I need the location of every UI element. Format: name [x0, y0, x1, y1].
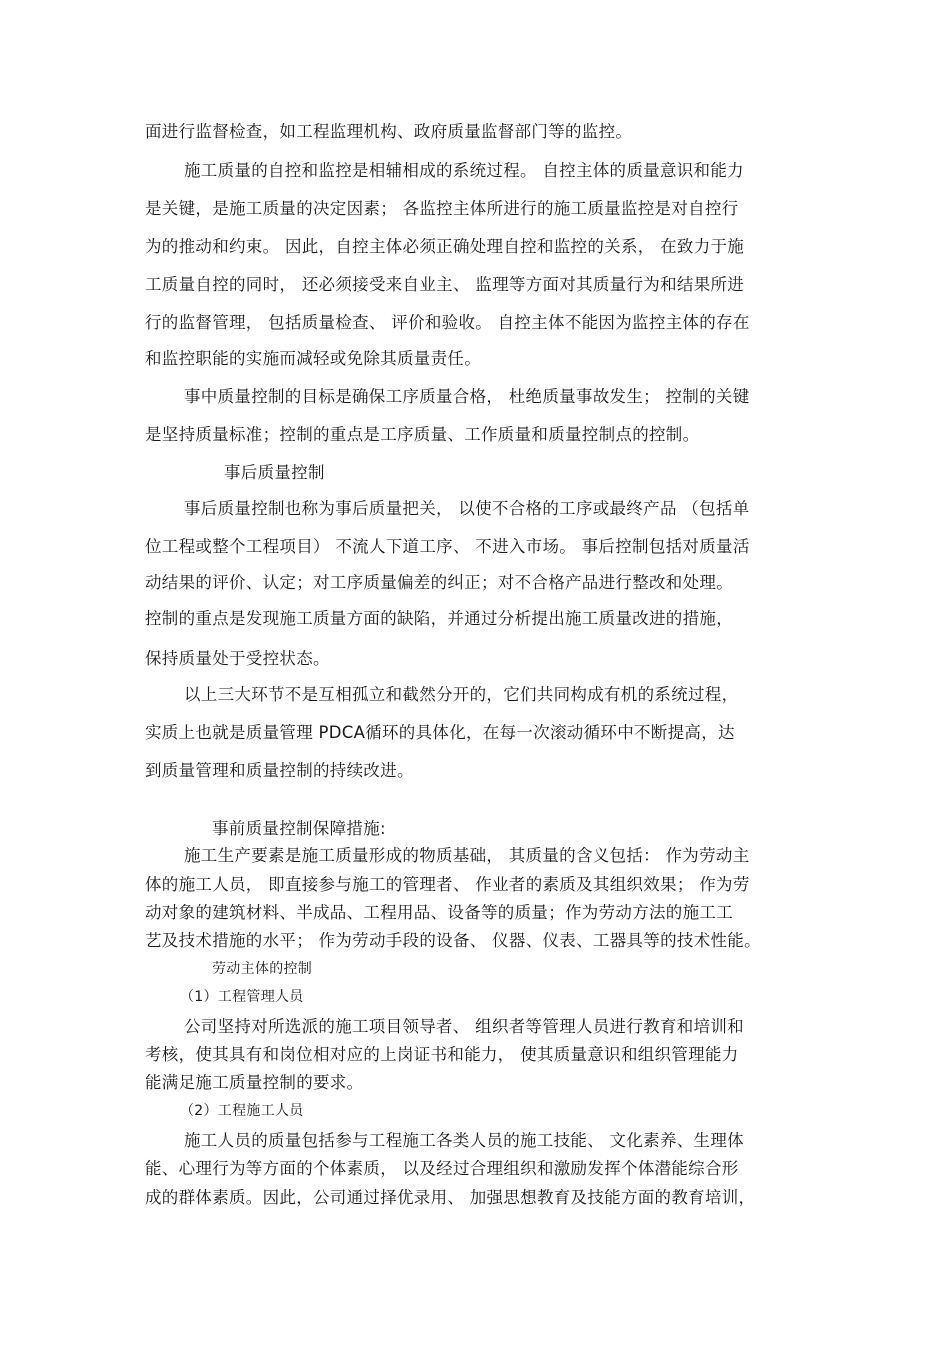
subheading: 劳动主体的控制	[212, 961, 313, 977]
text-line: 体的施工人员， 即直接参与施工的管理者、 作业者的素质及其组织效果； 作为劳	[145, 875, 750, 894]
text-line: 为的推动和约束。 因此，自控主体必须正确处理自控和监控的关系， 在致力于施	[145, 237, 745, 256]
text-line: 工质量自控的同时， 还必须接受来自业主、 监理等方面对其质量行为和结果所进	[145, 275, 745, 294]
text-line: 控制的重点是发现施工质量方面的缺陷，并通过分析提出施工质量改进的措施，	[145, 609, 733, 628]
text-line: 施工人员的质量包括参与工程施工各类人员的施工技能、 文化素养、生理体	[184, 1131, 744, 1150]
text-line: 公司坚持对所选派的施工项目领导者、 组织者等管理人员进行教育和培训和	[184, 1017, 744, 1036]
text-line: 成的群体素质。因此，公司通过择优录用、 加强思想教育及技能方面的教育培训，	[145, 1188, 756, 1207]
text-line: 能满足施工质量控制的要求。	[145, 1073, 364, 1092]
text-line: 保持质量处于受控状态。	[145, 649, 330, 668]
text-line: 行的监督管理， 包括质量检查、 评价和验收。 自控主体不能因为监控主体的存在	[145, 313, 750, 332]
text-line: 艺及技术措施的水平； 作为劳动手段的设备、 仪器、仪表、工器具等的技术性能。	[145, 931, 761, 950]
text-line: 施工质量的自控和监控是相辅相成的系统过程。 自控主体的质量意识和能力	[184, 161, 744, 180]
text-line: 动结果的评价、认定；对工序质量偏差的纠正；对不合格产品进行整改和处理。	[145, 573, 733, 592]
text-line: 是坚持质量标准；控制的重点是工序质量、工作质量和质量控制点的控制。	[145, 425, 700, 444]
text-line: 动对象的建筑材料、半成品、工程用品、设备等的质量；作为劳动方法的施工工	[145, 903, 733, 922]
list-item-label: （1）工程管理人员	[180, 989, 304, 1005]
text-line: 到质量管理和质量控制的持续改进。	[145, 761, 414, 780]
section-heading: 事前质量控制保障措施:	[212, 819, 386, 838]
text-line: 能、心理行为等方面的个体素质， 以及经过合理组织和激励发挥个体潜能综合形	[145, 1159, 739, 1178]
section-heading: 事后质量控制	[224, 463, 325, 482]
text-line: 施工生产要素是施工质量形成的物质基础， 其质量的含义包括： 作为劳动主	[184, 846, 750, 865]
text-line: 以上三大环节不是互相孤立和截然分开的，它们共同构成有机的系统过程，	[184, 685, 739, 704]
text-line: 考核，使其具有和岗位相对应的上岗证书和能力， 使其质量意识和组织管理能力	[145, 1045, 739, 1064]
text-line: 面进行监督检查，如工程监理机构、政府质量监督部门等的监控。	[145, 122, 633, 141]
text-line: 和监控职能的实施而减轻或免除其质量责任。	[145, 349, 481, 368]
text-line: 位工程或整个工程项目） 不流人下道工序、 不进入市场。 事后控制包括对质量活	[145, 537, 750, 556]
text-line: 实质上也就是质量管理 PDCA循环的具体化，在每一次滚动循环中不断提高，达	[145, 723, 735, 742]
text-line: 事中质量控制的目标是确保工序质量合格， 杜绝质量事故发生； 控制的关键	[184, 387, 750, 406]
text-line: 是关键，是施工质量的决定因素； 各监控主体所进行的施工质量监控是对自控行	[145, 199, 739, 218]
text-line: 事后质量控制也称为事后质量把关， 以使不合格的工序或最终产品 （包括单	[184, 499, 750, 518]
list-item-label: （2）工程施工人员	[180, 1103, 304, 1119]
